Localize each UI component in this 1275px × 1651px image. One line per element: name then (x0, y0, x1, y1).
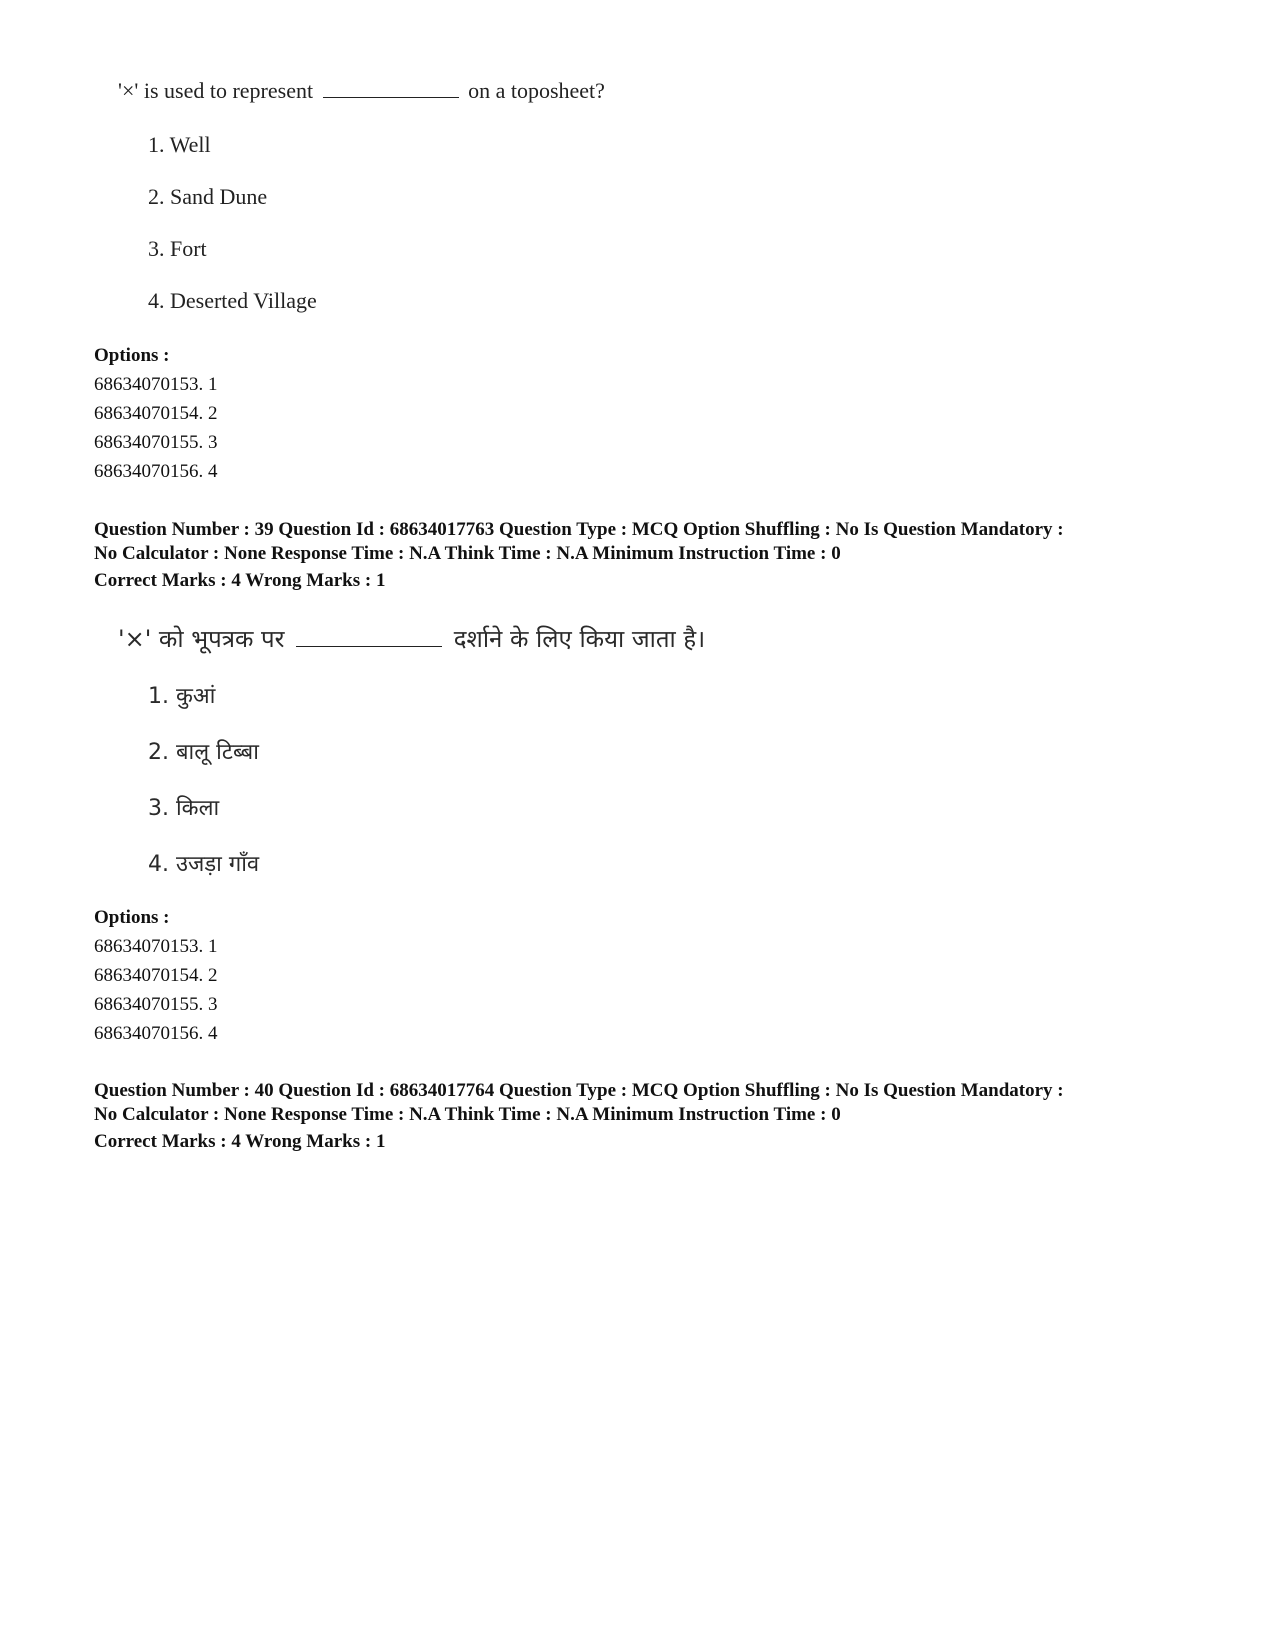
question-38-option-3: 3. Fort (148, 236, 207, 261)
question-40-marks: Correct Marks : 4 Wrong Marks : 1 (94, 1131, 386, 1152)
option-id-4: 68634070156. 4 (94, 461, 218, 482)
option-id-1: 68634070153. 1 (94, 936, 218, 957)
question-39-stem (118, 622, 705, 655)
question-39-option-3: 3. किला (148, 796, 220, 821)
option-id-1: 68634070153. 1 (94, 374, 218, 395)
question-38-stem-before: '×' is used to represent (118, 78, 314, 103)
question-39-options-list (94, 903, 218, 1048)
question-40-meta (94, 1079, 1214, 1127)
question-39-option-4: 4. उजड़ा गाँव (148, 852, 260, 877)
options-title: Options : (94, 345, 170, 366)
question-39-option-2: 2. बालू टिब्बा (148, 740, 259, 765)
question-39-marks: Correct Marks : 4 Wrong Marks : 1 (94, 570, 386, 591)
question-39-stem-after: दर्शाने के लिए किया जाता है। (453, 625, 706, 653)
options-title: Options : (94, 907, 170, 928)
answer-blank (296, 644, 442, 647)
question-39-meta-line-2: No Calculator : None Response Time : N.A Think Time : N.A Minimum Instruction Time : 0 (94, 543, 841, 564)
question-39-meta-line-1: Question Number : 39 Question Id : 68634017763 Question Type : MCQ Option Shuffling : No Is Question Mandatory : (94, 519, 1064, 540)
answer-blank (323, 95, 459, 98)
option-id-2: 68634070154. 2 (94, 965, 218, 986)
option-id-2: 68634070154. 2 (94, 403, 218, 424)
question-38-stem (118, 78, 605, 104)
question-38-stem-after: on a toposheet? (468, 78, 605, 103)
question-39-stem-before: '×' को भूपत्रक पर (118, 625, 285, 653)
option-id-3: 68634070155. 3 (94, 994, 218, 1015)
question-38-option-1: 1. Well (148, 132, 211, 157)
option-id-4: 68634070156. 4 (94, 1023, 218, 1044)
question-40-meta-line-1: Question Number : 40 Question Id : 68634017764 Question Type : MCQ Option Shuffling : No Is Question Mandatory : (94, 1080, 1064, 1101)
question-40-meta-line-2: No Calculator : None Response Time : N.A Think Time : N.A Minimum Instruction Time : 0 (94, 1104, 841, 1125)
question-38-image (118, 78, 605, 313)
question-38-option-2: 2. Sand Dune (148, 184, 268, 209)
question-39-option-1: 1. कुआं (148, 684, 216, 709)
option-id-3: 68634070155. 3 (94, 432, 218, 453)
question-38-option-4: 4. Deserted Village (148, 288, 317, 313)
question-39-meta (94, 518, 1214, 566)
question-38-options-list (94, 341, 218, 486)
question-39-image (118, 622, 706, 877)
